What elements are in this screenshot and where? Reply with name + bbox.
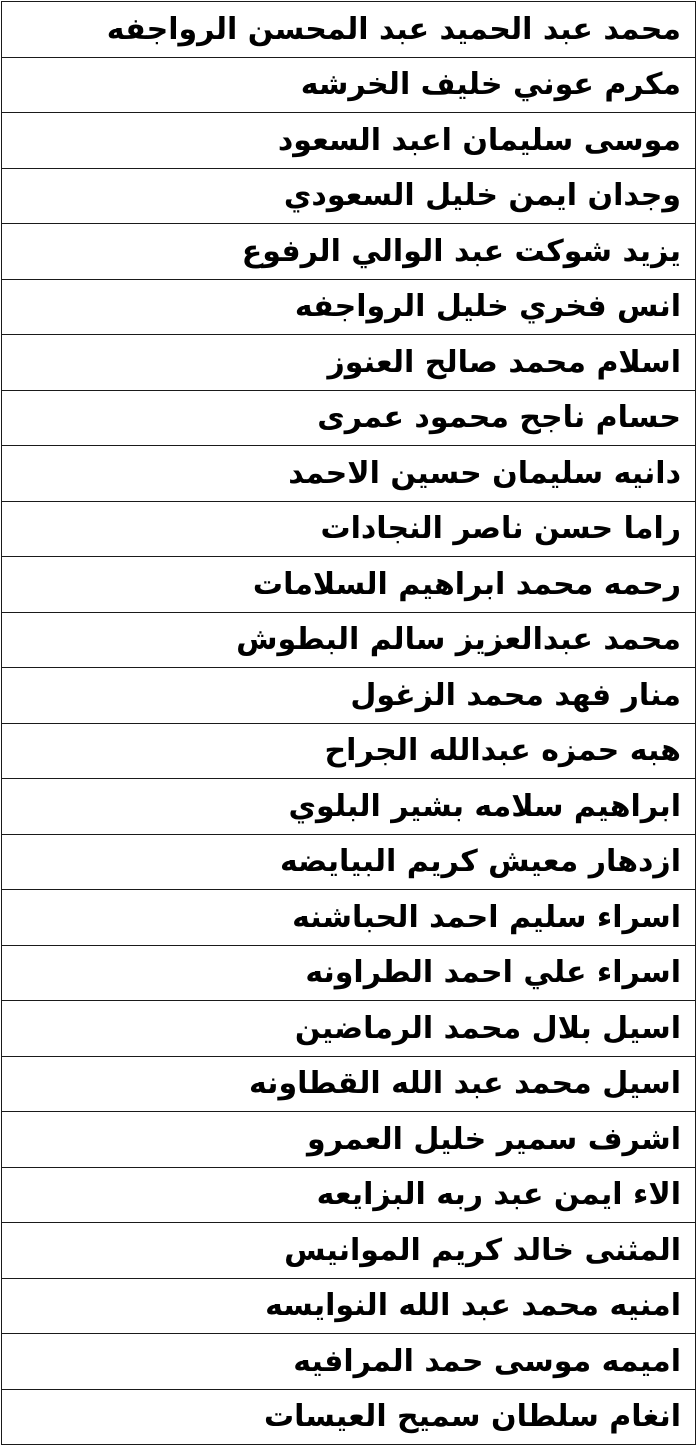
name-cell: مكرم عوني خليف الخرشه — [2, 57, 696, 113]
table-row — [2, 1334, 696, 1390]
table-row — [2, 1056, 696, 1112]
name-cell: راما حسن ناصر النجادات — [2, 501, 696, 557]
table-row — [2, 723, 696, 779]
name-cell: محمد عبدالعزيز سالم البطوش — [2, 612, 696, 668]
name-cell: حسام ناجح محمود عمرى — [2, 390, 696, 446]
name-cell: الاء ايمن عبد ربه البزايعه — [2, 1167, 696, 1223]
name-cell: المثنى خالد كريم الموانيس — [2, 1223, 696, 1279]
table-row — [2, 279, 696, 335]
table-row — [2, 668, 696, 724]
table-row — [2, 446, 696, 502]
table-row — [2, 779, 696, 835]
table-row — [2, 57, 696, 113]
table-row — [2, 1167, 696, 1223]
name-cell: انس فخري خليل الرواجفه — [2, 279, 696, 335]
table-row — [2, 1223, 696, 1279]
name-cell: اسراء علي احمد الطراونه — [2, 945, 696, 1001]
table-row — [2, 501, 696, 557]
name-cell: رحمه محمد ابراهيم السلامات — [2, 557, 696, 613]
table-row — [2, 834, 696, 890]
table-row — [2, 224, 696, 280]
name-cell: اشرف سمير خليل العمرو — [2, 1112, 696, 1168]
name-cell: اسيل محمد عبد الله القطاونه — [2, 1056, 696, 1112]
table-row — [2, 113, 696, 169]
name-cell: ابراهيم سلامه بشير البلوي — [2, 779, 696, 835]
name-cell: ازدهار معيش كريم البيايضه — [2, 834, 696, 890]
table-row — [2, 1278, 696, 1334]
table-row — [2, 890, 696, 946]
names-table — [1, 1, 696, 1445]
name-cell: وجدان ايمن خليل السعودي — [2, 168, 696, 224]
name-cell: يزيد شوكت عبد الوالي الرفوع — [2, 224, 696, 280]
names-table-body — [2, 2, 696, 1445]
table-row — [2, 945, 696, 1001]
table-row — [2, 1389, 696, 1445]
table-row — [2, 390, 696, 446]
table-row — [2, 557, 696, 613]
name-cell: اسراء سليم احمد الحباشنه — [2, 890, 696, 946]
table-row — [2, 1112, 696, 1168]
name-cell: انغام سلطان سميح العيسات — [2, 1389, 696, 1445]
name-cell: دانيه سليمان حسين الاحمد — [2, 446, 696, 502]
name-cell: منار فهد محمد الزغول — [2, 668, 696, 724]
table-row — [2, 612, 696, 668]
name-cell: محمد عبد الحميد عبد المحسن الرواجفه — [2, 2, 696, 58]
name-cell: اسلام محمد صالح العنوز — [2, 335, 696, 391]
table-row — [2, 2, 696, 58]
table-row — [2, 1001, 696, 1057]
table-row — [2, 335, 696, 391]
table-row — [2, 168, 696, 224]
name-cell: اميمه موسى حمد المرافيه — [2, 1334, 696, 1390]
name-cell: امنيه محمد عبد الله النوايسه — [2, 1278, 696, 1334]
name-cell: اسيل بلال محمد الرماضين — [2, 1001, 696, 1057]
name-cell: هبه حمزه عبدالله الجراح — [2, 723, 696, 779]
name-cell: موسى سليمان اعبد السعود — [2, 113, 696, 169]
